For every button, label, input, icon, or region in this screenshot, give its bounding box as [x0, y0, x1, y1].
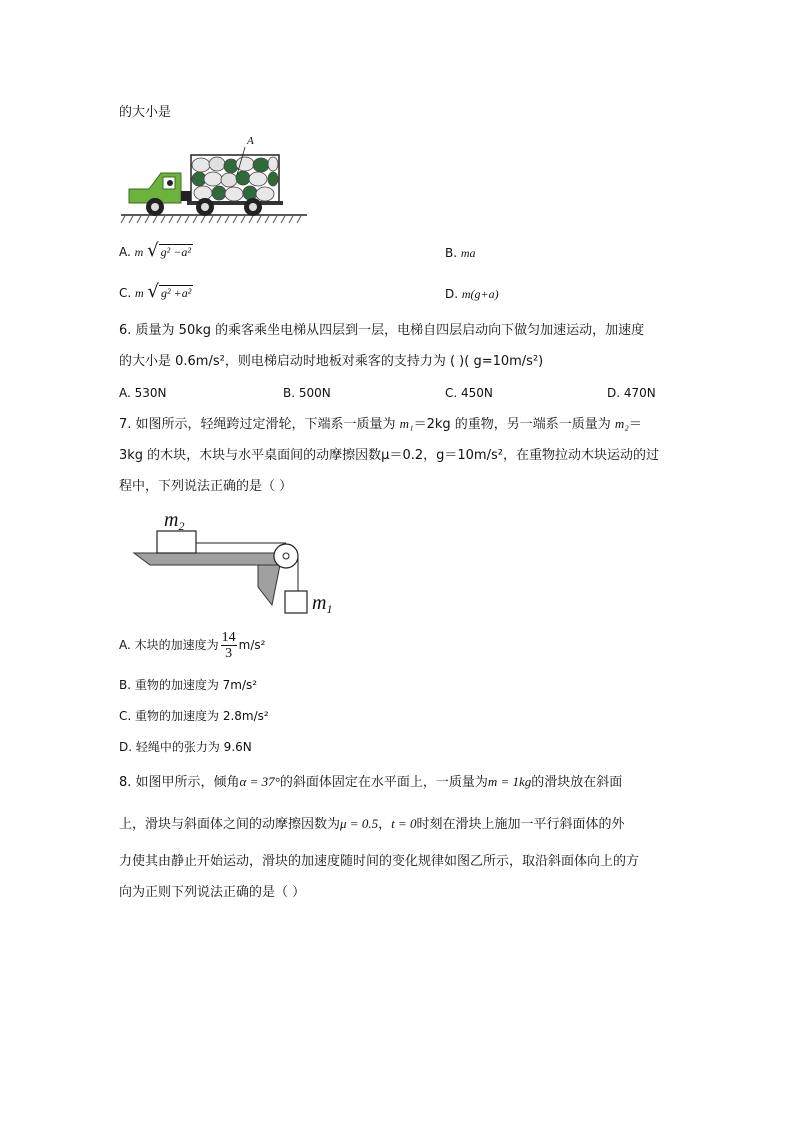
q8-mu-math: μ = 0.5 [340, 816, 379, 831]
fig-m2-sub: 2 [178, 519, 185, 533]
q8-t-math: t = 0 [391, 816, 417, 831]
truck-figure [119, 133, 309, 225]
q5-option-b[interactable]: B. ma [445, 246, 476, 260]
q7-frac-numerator: 14 [221, 630, 236, 645]
q7-text-line2: 3kg 的木块，木块与水平桌面间的动摩擦因数μ＝0.2，g＝10m/s²，在重物拉动木块运动的过 [119, 448, 659, 463]
q7-m2-symbol: m₂ [614, 416, 629, 431]
pulley-figure [130, 505, 350, 620]
q8-text-line3: 力使其由静止开始运动，滑块的加速度随时间的变化规律如图乙所示，取沿斜面体向上的方 [119, 854, 640, 869]
q5-option-a[interactable]: A. m √ g² −a² [119, 240, 191, 261]
q6-option-c[interactable]: C. 450N [445, 386, 493, 400]
q7-m1-symbol: m₁ [399, 416, 414, 431]
q6-option-a[interactable]: A. 530N [119, 386, 167, 400]
q7-option-d[interactable]: D. 轻绳中的张力为 9.6N [119, 740, 252, 754]
question-tail-text: 的大小是 [119, 105, 172, 120]
q7-option-b[interactable]: B. 重物的加速度为 7m/s² [119, 678, 258, 692]
q5-option-c[interactable]: C. m √ g² +a² [119, 281, 192, 302]
q6-option-d[interactable]: D. 470N [607, 386, 656, 400]
q7-frac-denominator: 3 [225, 646, 233, 661]
q8-text-line4: 向为正则下列说法正确的是（ ） [119, 885, 306, 900]
fig-m1-sub: 1 [326, 602, 333, 616]
svg-text:m2 [164, 509, 184, 533]
svg-text:m1 [312, 592, 332, 616]
q7-text-line3: 程中，下列说法正确的是（ ） [119, 479, 293, 494]
q8-text-line2: 上，滑块与斜面体之间的动摩擦因数为μ = 0.5，t = 0时刻在滑块上施加一平行斜面体的外 [119, 816, 625, 832]
q5-option-d[interactable]: D. m(g+a) [445, 287, 499, 301]
q7-text-line1: 7. 如图所示，轻绳跨过定滑轮，下端系一质量为 m₁＝2kg 的重物，另一端系一质量为 m₂＝ [119, 416, 642, 432]
cargo-label-a: A [247, 135, 254, 147]
q8-angle-math: α = 37° [239, 774, 280, 789]
q7-option-a[interactable]: A. 木块的加速度为 $\frac{14}{3}$ m/s² [119, 630, 266, 661]
q6-text-line2: 的大小是 0.6m/s²，则电梯启动时地板对乘客的支持力为 ( )( g=10m/s²) [119, 354, 544, 369]
fig-m2-label: m [164, 509, 179, 531]
q6-option-b[interactable]: B. 500N [283, 386, 331, 400]
fig-m1-label: m [312, 592, 327, 614]
q6-text-line1: 6. 质量为 50kg 的乘客乘坐电梯从四层到一层，电梯自四层启动向下做匀加速运动，加速度 [119, 323, 645, 338]
q8-text-line1: 8. 如图甲所示，倾角α = 37°的斜面体固定在水平面上，一质量为m = 1kg的滑块放在斜面 [119, 774, 623, 790]
q7-option-c[interactable]: C. 重物的加速度为 2.8m/s² [119, 709, 269, 723]
q8-mass-math: m = 1kg [487, 774, 532, 789]
